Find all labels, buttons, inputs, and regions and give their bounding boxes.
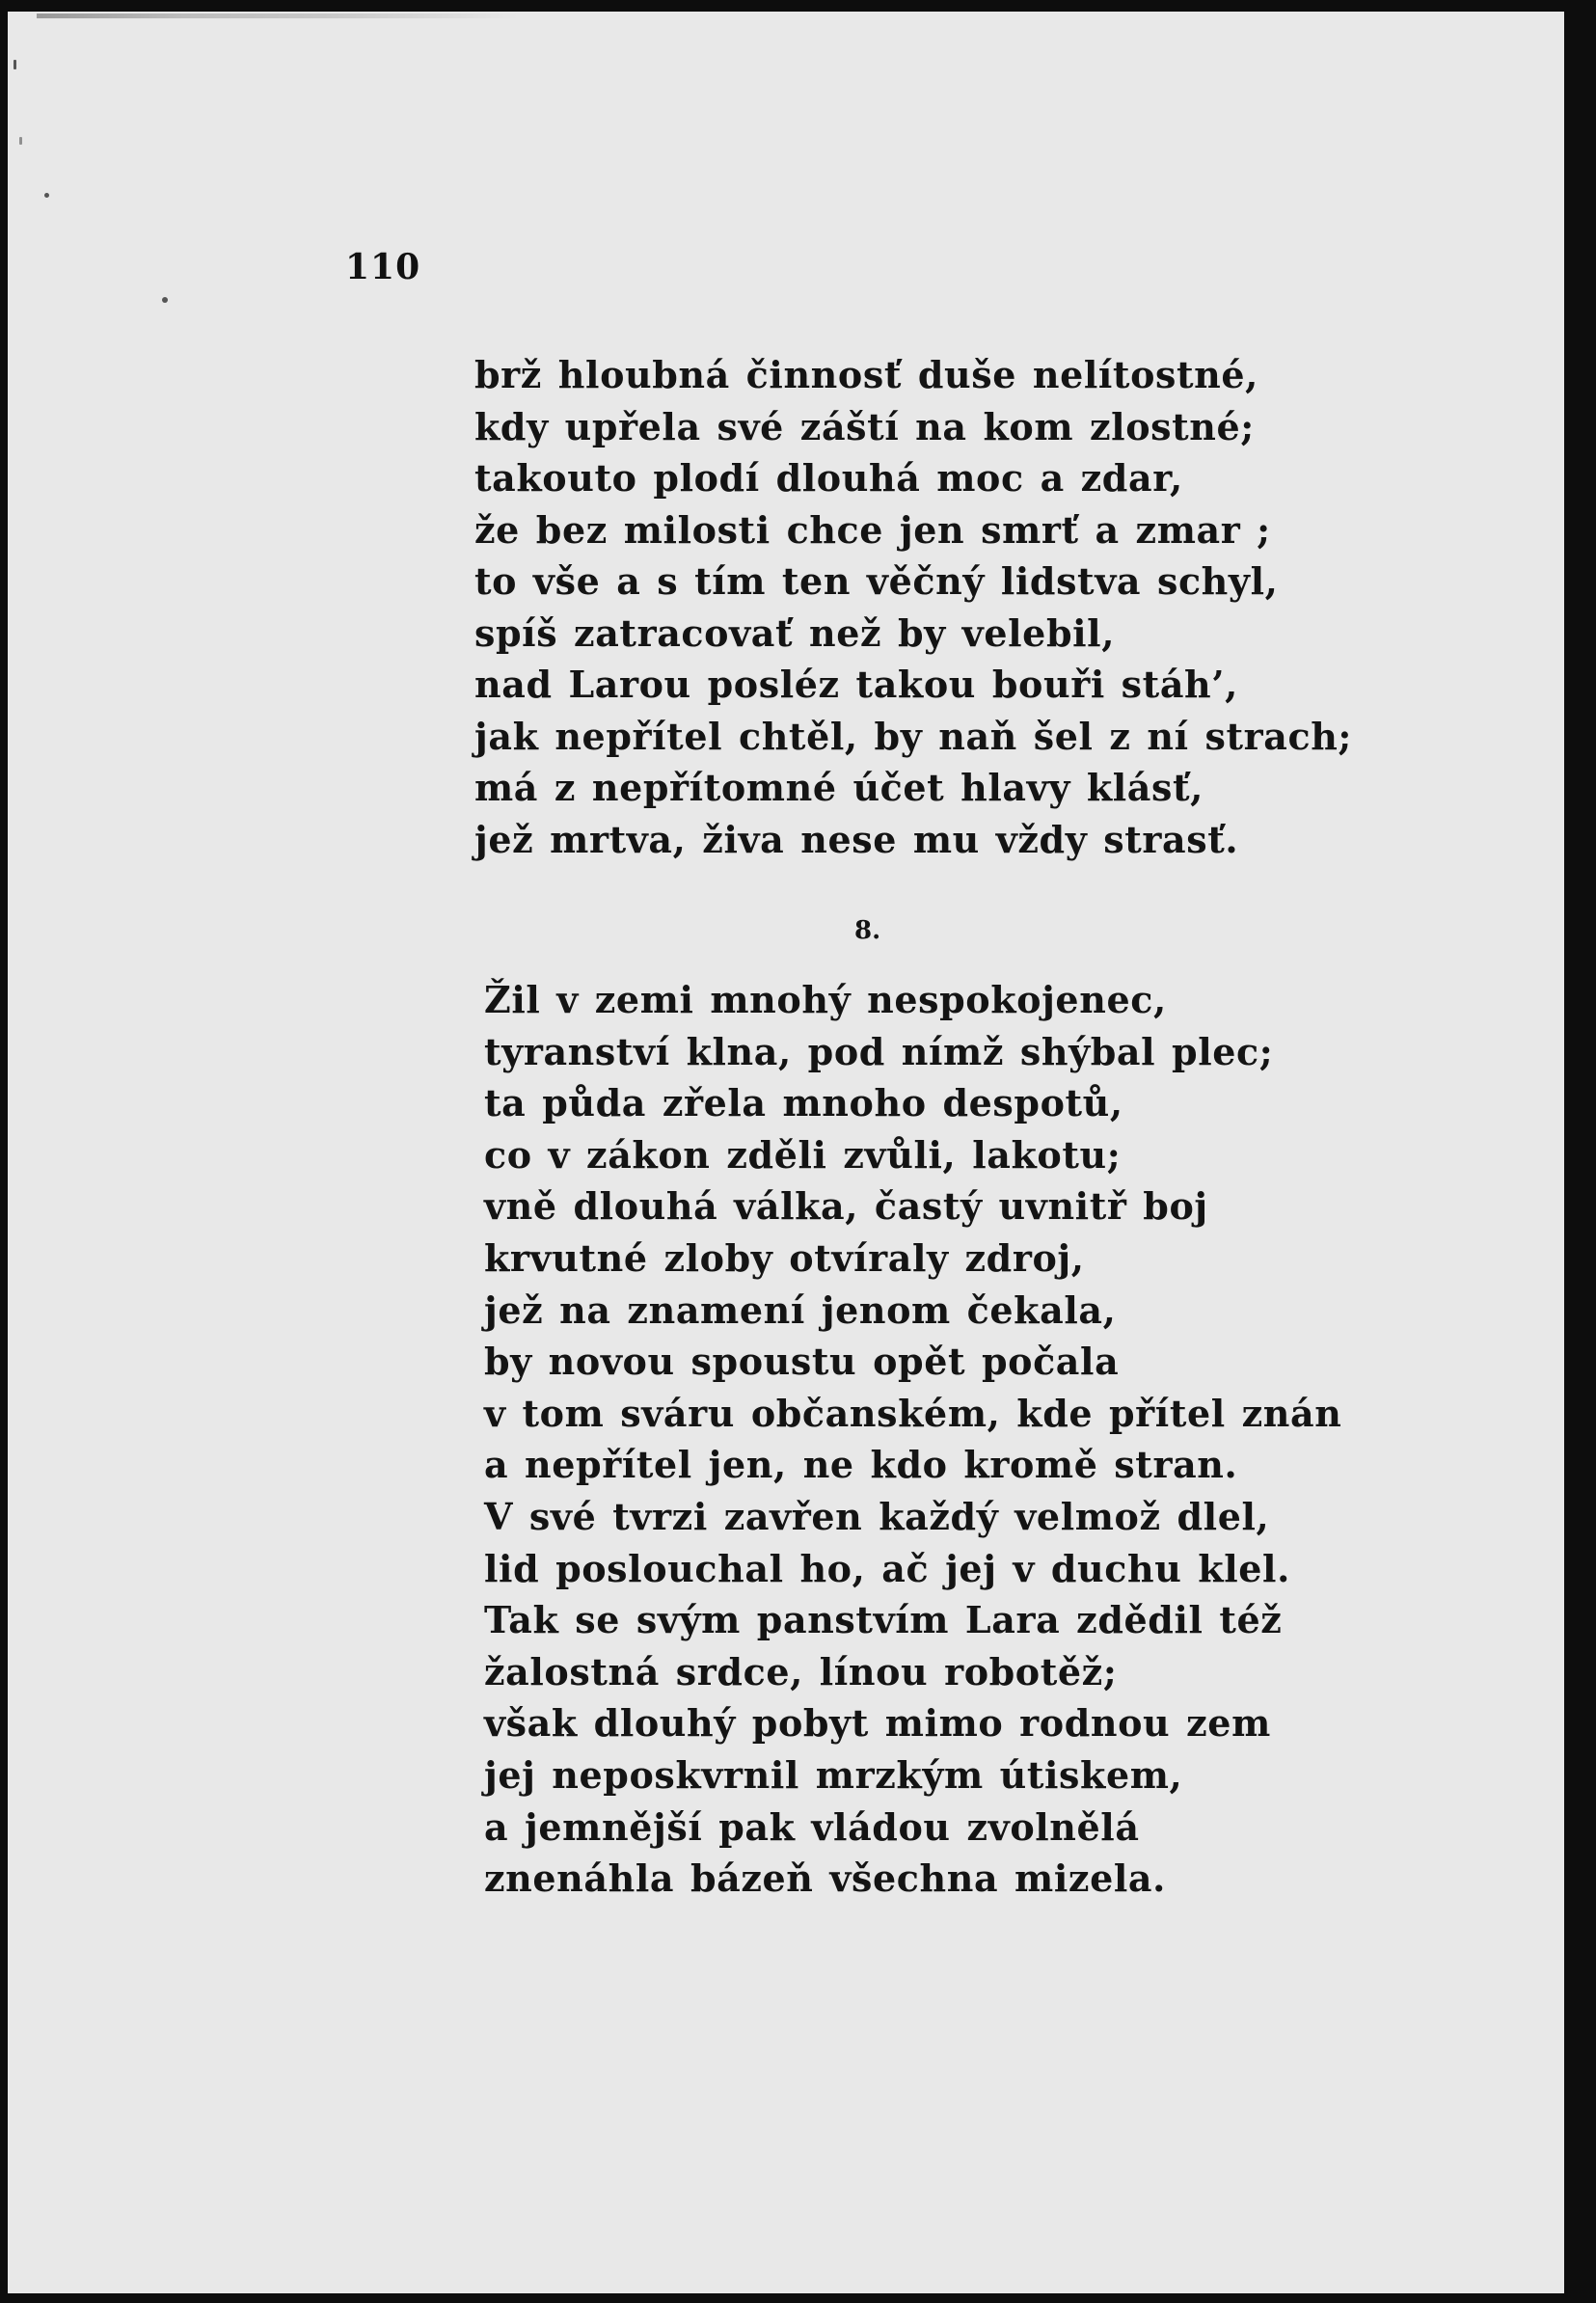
verse-line: a jemnější pak vládou zvolnělá — [484, 1804, 1140, 1849]
verse-line: jej neposkvrnil mrzkým útiskem, — [484, 1752, 1183, 1797]
scan-speck — [19, 137, 22, 145]
verse-line: brž hloubná činnosť duše nelítostné, — [474, 353, 1258, 396]
verse-line: žalostná srdce, línou robotěž; — [484, 1649, 1118, 1693]
verse-line: lid poslouchal ho, ač jej v duchu klel. — [484, 1546, 1290, 1590]
verse-line: znenáhla bázeň všechna mizela. — [484, 1856, 1166, 1901]
verse-line: takouto plodí dlouhá moc a zdar, — [474, 456, 1183, 500]
verse-line: by novou spoustu opět počala — [484, 1340, 1120, 1384]
stanza-1 — [474, 349, 1352, 865]
book-page — [8, 12, 1564, 2293]
verse-line: však dlouhý pobyt mimo rodnou zem — [484, 1701, 1271, 1746]
verse-line: Tak se svým panstvím Lara zdědil též — [484, 1598, 1283, 1642]
verse-line: V své tvrzi zavřen každý velmož dlel, — [484, 1494, 1270, 1538]
verse-line: a nepřítel jen, ne kdo kromě stran. — [484, 1443, 1238, 1487]
verse-line: vně dlouhá válka, častý uvnitř boj — [484, 1184, 1208, 1229]
verse-line: spíš zatracovať než by velebil, — [474, 610, 1116, 655]
verse-line: kdy upřela své záští na kom zlostné; — [474, 404, 1255, 448]
verse-line: ta půda zřela mnoho despotů, — [484, 1081, 1123, 1125]
verse-line: Žil v zemi mnohý nespokojenec, — [484, 978, 1167, 1021]
verse-line: krvutné zloby otvíraly zdroj, — [484, 1235, 1085, 1280]
scan-speck — [44, 193, 49, 198]
scan-speck — [14, 60, 16, 69]
verse-line: má z nepřítomné účet hlavy klásť, — [474, 766, 1204, 809]
page-number: 110 — [345, 247, 421, 287]
verse-line: co v zákon zděli zvůli, lakotu; — [484, 1132, 1122, 1177]
verse-line: že bez milosti chce jen smrť a zmar ; — [474, 507, 1271, 552]
verse-line: nad Larou posléz takou bouři stáh’, — [474, 663, 1238, 706]
verse-line: jež mrtva, živa nese mu vždy strasť. — [474, 817, 1239, 861]
stanza-2 — [484, 974, 1341, 1905]
verse-line: jež na znamení jenom čekala, — [484, 1287, 1117, 1332]
section-number: 8. — [854, 916, 881, 945]
verse-line: to vše a s tím ten věčný lidstva schyl, — [474, 559, 1279, 603]
verse-line: v tom sváru občanském, kde přítel znán — [484, 1391, 1342, 1435]
scan-smudge — [37, 14, 519, 18]
scan-speck — [162, 297, 168, 303]
verse-line: jak nepřítel chtěl, by naň šel z ní strach; — [474, 714, 1353, 758]
verse-line: tyranství klna, pod nímž shýbal plec; — [484, 1029, 1274, 1073]
